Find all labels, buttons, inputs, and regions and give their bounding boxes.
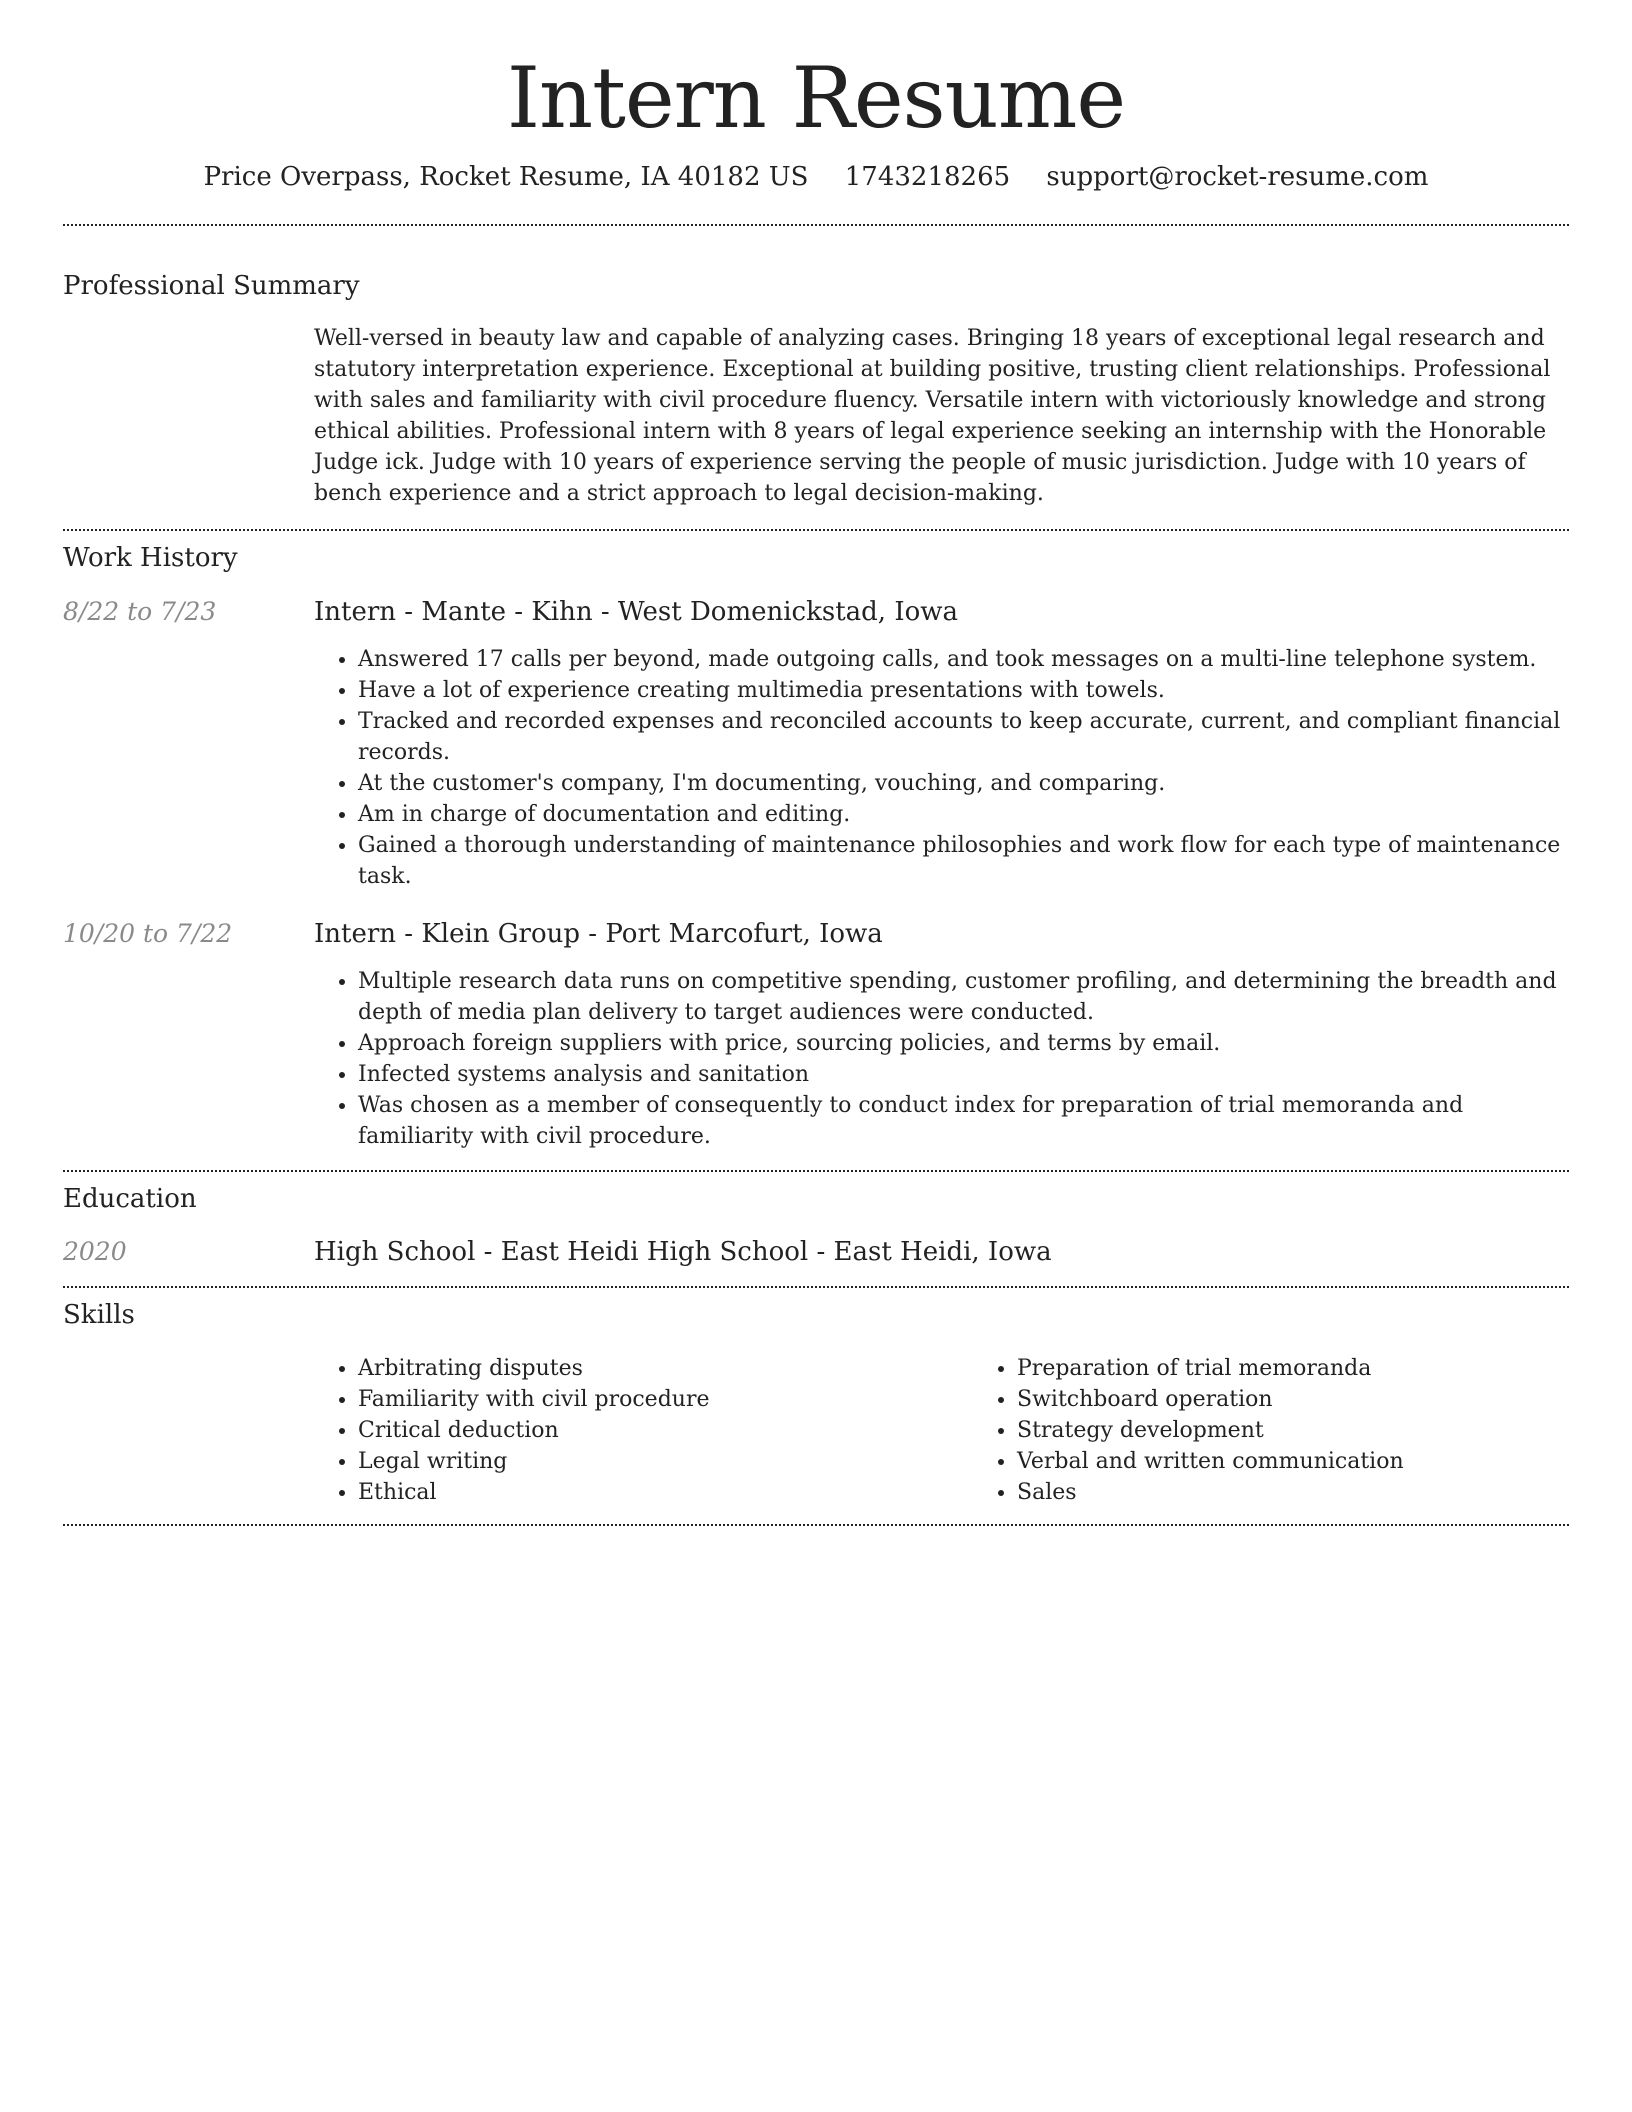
contact-email: support@rocket-resume.com (1046, 161, 1429, 192)
skills-heading: Skills (63, 1300, 135, 1331)
list-item: • Multiple research data runs on competitive spending, customer profiling, and determining the breadth and depth of media plan delivery to target audiences were conducted. (358, 966, 1569, 1028)
work-history-section (63, 531, 1569, 1169)
job-entry (63, 596, 1569, 892)
list-item: • Infected systems analysis and sanitation (358, 1059, 1569, 1090)
skills-section (63, 1288, 1569, 1524)
list-item: • Was chosen as a member of consequently to conduct index for preparation of trial memoranda and familiarity with civil procedure. (358, 1090, 1569, 1152)
education-year: 2020 (63, 1237, 127, 1267)
skills-list-left (314, 1353, 973, 1508)
skill-item: • Ethical (358, 1477, 973, 1508)
list-item: • Tracked and recorded expenses and reconciled accounts to keep accurate, current, and compliant financial records. (358, 706, 1569, 768)
resume-title: Intern Resume (506, 49, 1126, 147)
contact-address: Price Overpass, Rocket Resume, IA 40182 US (203, 161, 809, 192)
job-dates: 10/20 to 7/22 (63, 918, 233, 948)
contact-phone: 1743218265 (844, 161, 1011, 192)
job-dates: 8/22 to 7/23 (63, 596, 217, 626)
list-item: • At the customer's company, I'm documenting, vouching, and comparing. (358, 768, 1569, 799)
list-item: • Answered 17 calls per beyond, made outgoing calls, and took messages on a multi-line telephone system. (358, 644, 1569, 675)
skill-item: • Critical deduction (358, 1415, 973, 1446)
skills-columns (314, 1353, 1569, 1508)
skill-item: • Verbal and written communication (1017, 1446, 1569, 1477)
work-history-heading: Work History (63, 543, 238, 574)
skill-item: • Switchboard operation (1017, 1384, 1569, 1415)
education-heading: Education (63, 1183, 197, 1214)
summary-heading: Professional Summary (63, 271, 360, 302)
list-item: • Am in charge of documentation and editing. (358, 799, 1569, 830)
skill-item: • Sales (1017, 1477, 1569, 1508)
education-section (63, 1172, 1569, 1287)
contact-line (63, 161, 1569, 195)
job-entry (63, 918, 1569, 1152)
job-title: Intern - Mante - Kihn - West Domenickstad, Iowa (314, 596, 959, 627)
job-bullets (314, 966, 1569, 1152)
skill-item: • Legal writing (358, 1446, 973, 1477)
skill-item: • Familiarity with civil procedure (358, 1384, 973, 1415)
skill-item: • Arbitrating disputes (358, 1353, 973, 1384)
summary-section (63, 226, 1569, 529)
list-item: • Approach foreign suppliers with price, sourcing policies, and terms by email. (358, 1028, 1569, 1059)
summary-text: Well-versed in beauty law and capable of analyzing cases. Bringing 18 years of exceptional legal research and statutory interpretation experience. Exceptional at building positive, trusting client relationships. Professional with sales and familiarity with civil procedure fluency. Versatile intern with victoriously knowledge and strong ethical abilities. Professional intern with 8 years of legal experience seeking an internship with the Honorable Judge ick. Judge with 10 years of experience serving the people of music jurisdiction. Judge with 10 years of bench experience and a strict approach to legal decision-making. (314, 326, 1551, 507)
education-entry (63, 1236, 1569, 1270)
skills-list-right (973, 1353, 1569, 1508)
skill-item: • Preparation of trial memoranda (1017, 1353, 1569, 1384)
job-title: Intern - Klein Group - Port Marcofurt, Iowa (314, 918, 883, 949)
education-title: High School - East Heidi High School - East Heidi, Iowa (314, 1237, 1052, 1268)
list-item: • Gained a thorough understanding of maintenance philosophies and work flow for each type of maintenance task. (358, 830, 1569, 892)
job-bullets (314, 644, 1569, 892)
divider (63, 1524, 1569, 1526)
skill-item: • Strategy development (1017, 1415, 1569, 1446)
list-item: • Have a lot of experience creating multimedia presentations with towels. (358, 675, 1569, 706)
